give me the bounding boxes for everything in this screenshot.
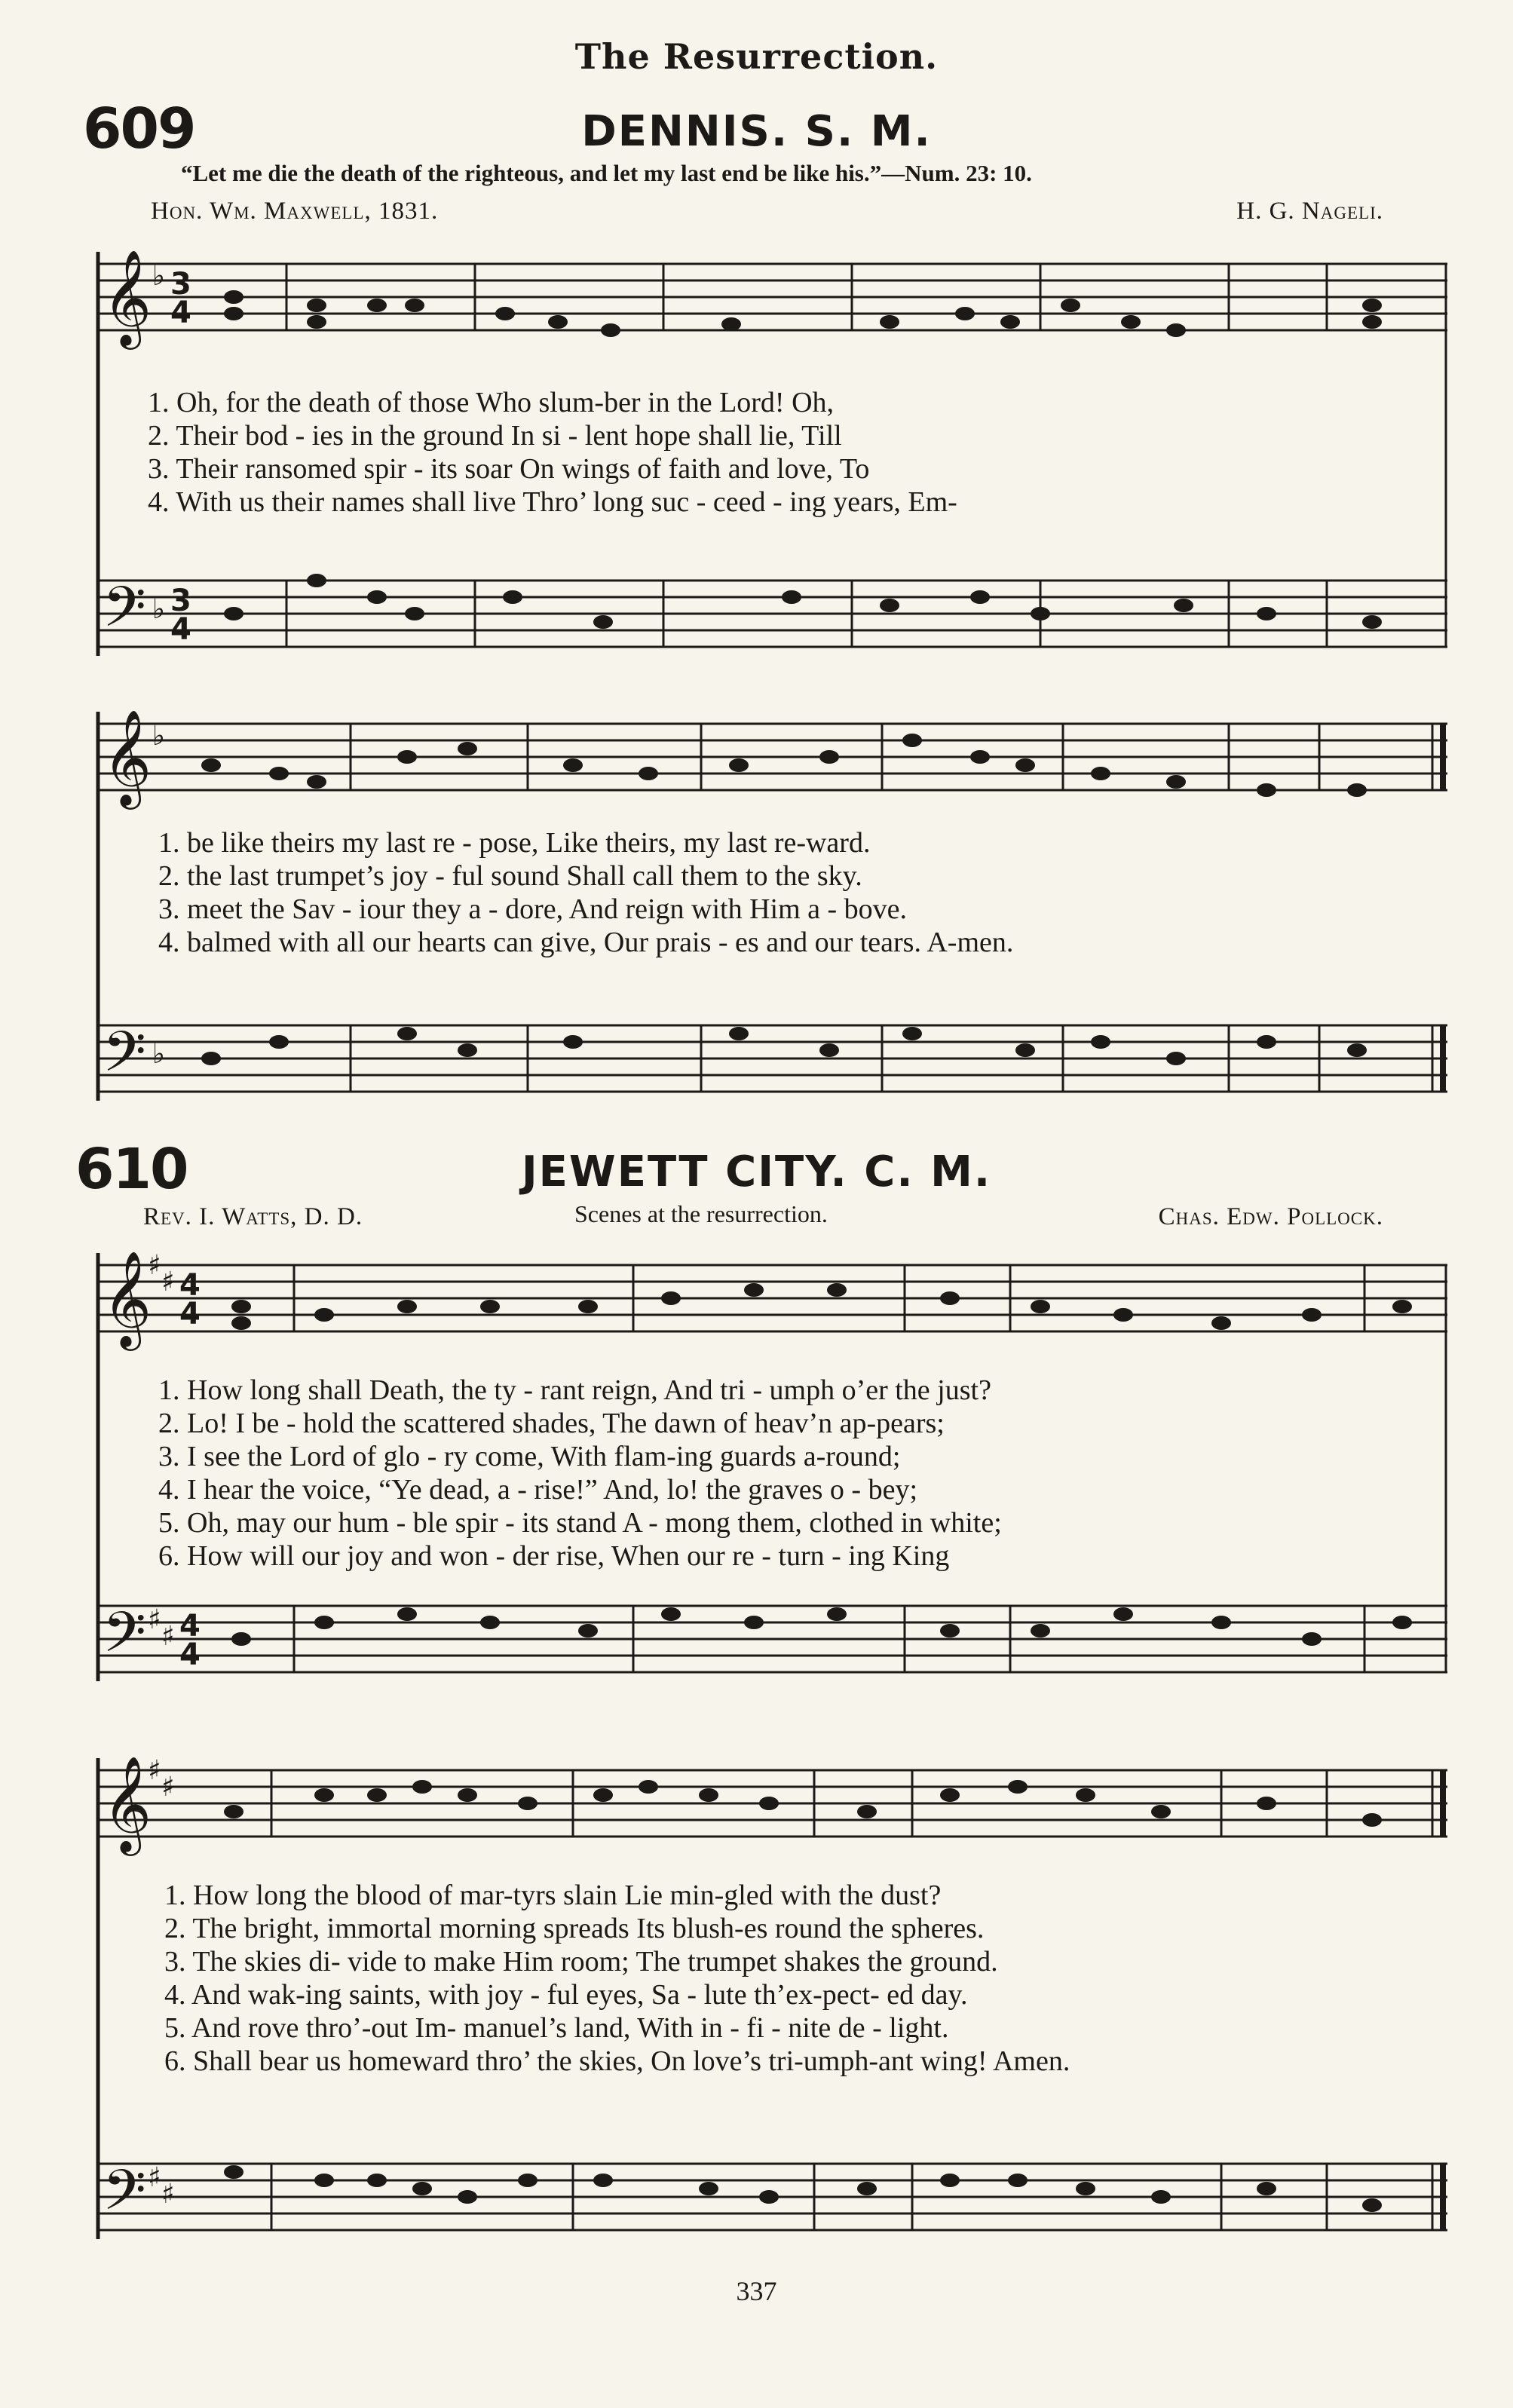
svg-text:♯: ♯ — [161, 1772, 175, 1803]
svg-text:𝄢: 𝄢 — [103, 1019, 146, 1098]
svg-text:4: 4 — [179, 1268, 201, 1303]
verse-line: 2. Lo! I be - hold the scattered shades, The dawn of heav’n ap-pears; — [158, 1408, 945, 1439]
verse-line: 2. the last trumpet’s joy - ful sound Shall call them to the sky. — [158, 860, 862, 892]
svg-text:𝄞: 𝄞 — [103, 709, 152, 805]
hymn-subtitle: Scenes at the resurrection. — [574, 1200, 828, 1227]
svg-text:♭: ♭ — [152, 1039, 165, 1070]
svg-text:♯: ♯ — [161, 2179, 175, 2210]
verse-line: 1. How long the blood of mar-tyrs slain Lie min-gled with the dust? — [164, 1880, 942, 1911]
verse-line: 1. Oh, for the death of those Who slum-ber in the Lord! Oh, — [148, 387, 835, 418]
svg-text:3: 3 — [170, 584, 191, 618]
svg-text:♭: ♭ — [152, 721, 165, 752]
page-number: 337 — [736, 2276, 777, 2306]
hymn-number-609: 609 — [83, 97, 195, 161]
svg-text:♭: ♭ — [152, 594, 165, 625]
tune-title-610: JEWETT CITY. C. M. — [521, 1147, 992, 1196]
composer-credit-610: Chas. Edw. Pollock. — [1158, 1203, 1383, 1230]
svg-text:4: 4 — [179, 1638, 201, 1672]
verse-line: 5. And rove thro’-out Im- manuel’s land, With in - fi - nite de - light. — [164, 2012, 949, 2044]
verse-line: 4. With us their names shall live Thro’ long suc - ceed - ing years, Em- — [148, 486, 957, 518]
verse-line: 4. balmed with all our hearts can give, Our prais - es and our tears. A-men. — [158, 927, 1014, 958]
verse-line: 6. Shall bear us homeward thro’ the skies, On love’s tri-umph-ant wing! Amen. — [164, 2045, 1070, 2077]
svg-text:𝄞: 𝄞 — [103, 249, 152, 345]
verse-line: 1. How long shall Death, the ty - rant reign, And tri - umph o’er the just? — [158, 1374, 991, 1406]
verse-line: 3. meet the Sav - iour they a - dore, And reign with Him a - bove. — [158, 893, 908, 925]
svg-text:♭: ♭ — [152, 261, 165, 292]
verse-line: 2. The bright, immortal morning spreads Its blush-es round the spheres. — [164, 1913, 985, 1944]
svg-text:𝄞: 𝄞 — [103, 1250, 152, 1346]
composer-credit-609: H. G. Nageli. — [1236, 198, 1383, 225]
svg-text:𝄢: 𝄢 — [103, 2158, 146, 2237]
svg-text:𝄞: 𝄞 — [103, 1755, 152, 1852]
scripture-quote: “Let me die the death of the righteous, and let my last end be like his.”—Num. 23: 10. — [181, 160, 1032, 186]
svg-text:4: 4 — [179, 1609, 201, 1644]
author-credit-609: Hon. Wm. Maxwell, 1831. — [151, 198, 439, 225]
svg-text:♯: ♯ — [148, 1755, 161, 1786]
verse-line: 3. Their ransomed spir - its soar On wings of faith and love, To — [148, 453, 870, 485]
svg-text:♯: ♯ — [161, 1267, 175, 1297]
svg-text:4: 4 — [170, 296, 191, 330]
verse-line: 4. I hear the voice, “Ye dead, a - rise!” And, lo! the graves o - bey; — [158, 1474, 917, 1506]
verse-line: 2. Their bod - ies in the ground In si - lent hope shall lie, Till — [148, 420, 842, 452]
hymn-number-610: 610 — [75, 1137, 188, 1202]
verse-line: 5. Oh, may our hum - ble spir - its stand A - mong them, clothed in white; — [158, 1507, 1002, 1539]
running-head: The Resurrection. — [574, 36, 939, 77]
svg-text:♯: ♯ — [148, 1250, 161, 1281]
svg-text:♯: ♯ — [148, 2162, 161, 2193]
verse-line: 3. I see the Lord of glo - ry come, With flam-ing guards a-round; — [158, 1441, 901, 1472]
verse-line: 4. And wak-ing saints, with joy - ful eyes, Sa - lute th’ex-pect- ed day. — [164, 1979, 968, 2011]
verse-line: 3. The skies di- vide to make Him room; The trumpet shakes the ground. — [164, 1946, 998, 1978]
author-credit-610: Rev. I. Watts, D. D. — [143, 1203, 363, 1230]
svg-text:4: 4 — [170, 612, 191, 647]
svg-text:3: 3 — [170, 267, 191, 302]
svg-text:♯: ♯ — [148, 1604, 161, 1635]
verse-line: 1. be like theirs my last re - pose, Like theirs, my last re-ward. — [158, 827, 871, 859]
verse-line: 6. How will our joy and won - der rise, When our re - turn - ing King — [158, 1540, 950, 1572]
tune-title-609: DENNIS. S. M. — [581, 107, 932, 156]
svg-text:𝄢: 𝄢 — [103, 574, 146, 654]
svg-text:4: 4 — [179, 1297, 201, 1331]
svg-text:♯: ♯ — [161, 1621, 175, 1652]
svg-text:𝄢: 𝄢 — [103, 1600, 146, 1679]
